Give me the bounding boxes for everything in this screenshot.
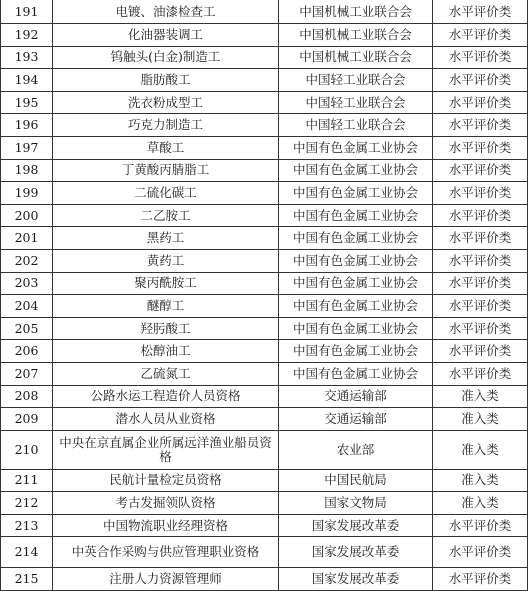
row-number: 202: [1, 249, 53, 272]
table-row: [1, 492, 528, 515]
table-row: [1, 385, 528, 408]
row-number: 208: [1, 385, 53, 408]
implementing-org: 国家文物局: [279, 492, 433, 515]
qualification-type: 水平评价类: [433, 136, 528, 159]
qualification-name: 聚丙酰胺工: [53, 272, 279, 295]
row-number: 194: [1, 69, 53, 92]
implementing-org: 国家发展改革委: [279, 568, 433, 591]
table-row: [1, 24, 528, 47]
table-row: [1, 227, 528, 250]
table-row: [1, 182, 528, 205]
row-number: 191: [1, 0, 53, 24]
row-number: 200: [1, 204, 53, 227]
implementing-org: 中国有色金属工业协会: [279, 340, 433, 363]
row-number: 206: [1, 340, 53, 363]
qualification-name: 脂肪酸工: [53, 69, 279, 92]
qualification-name: 中央在京直属企业所属远洋渔业船员资格: [53, 430, 279, 469]
qualification-name: 松醇油工: [53, 340, 279, 363]
row-number: 197: [1, 136, 53, 159]
table-row: [1, 514, 528, 537]
implementing-org: 中国有色金属工业协会: [279, 227, 433, 250]
implementing-org: 中国机械工业联合会: [279, 24, 433, 47]
implementing-org: 中国机械工业联合会: [279, 0, 433, 24]
table-row: [1, 69, 528, 92]
table-row: [1, 537, 528, 568]
implementing-org: 中国有色金属工业协会: [279, 159, 433, 182]
qualification-type: 水平评价类: [433, 0, 528, 24]
qualification-type: 水平评价类: [433, 295, 528, 318]
table-row: [1, 568, 528, 591]
table-row: [1, 249, 528, 272]
implementing-org: 中国有色金属工业协会: [279, 362, 433, 385]
qualification-type: 水平评价类: [433, 227, 528, 250]
qualification-type: 水平评价类: [433, 568, 528, 591]
implementing-org: 交通运输部: [279, 385, 433, 408]
row-number: 204: [1, 295, 53, 318]
qualification-name: 醚醇工: [53, 295, 279, 318]
implementing-org: 中国轻工业联合会: [279, 69, 433, 92]
qualification-name: 公路水运工程造价人员资格: [53, 385, 279, 408]
table-row: [1, 272, 528, 295]
row-number: 201: [1, 227, 53, 250]
row-number: 209: [1, 408, 53, 431]
row-number: 207: [1, 362, 53, 385]
table-row: [1, 469, 528, 492]
row-number: 213: [1, 514, 53, 537]
table-row: [1, 91, 528, 114]
row-number: 195: [1, 91, 53, 114]
row-number: 205: [1, 317, 53, 340]
qualification-type: 水平评价类: [433, 182, 528, 205]
table-row: [1, 114, 528, 137]
row-number: 214: [1, 537, 53, 568]
qualification-type: 准入类: [433, 385, 528, 408]
qualification-type: 水平评价类: [433, 272, 528, 295]
row-number: 210: [1, 430, 53, 469]
qualification-type: 水平评价类: [433, 24, 528, 47]
qualification-name: 注册人力资源管理师: [53, 568, 279, 591]
qualification-name: 考古发掘领队资格: [53, 492, 279, 515]
implementing-org: 中国有色金属工业协会: [279, 295, 433, 318]
qualification-name: 化油器装调工: [53, 24, 279, 47]
qualification-name: 二乙胺工: [53, 204, 279, 227]
row-number: 192: [1, 24, 53, 47]
implementing-org: 中国有色金属工业协会: [279, 249, 433, 272]
table-row: [1, 408, 528, 431]
qualification-type: 水平评价类: [433, 249, 528, 272]
row-number: 203: [1, 272, 53, 295]
row-number: 215: [1, 568, 53, 591]
qualification-type: 准入类: [433, 408, 528, 431]
implementing-org: 中国轻工业联合会: [279, 91, 433, 114]
table-row: [1, 159, 528, 182]
qualification-name: 草酸工: [53, 136, 279, 159]
row-number: 212: [1, 492, 53, 515]
implementing-org: 国家发展改革委: [279, 537, 433, 568]
qualification-name: 丁黄酸丙腈脂工: [53, 159, 279, 182]
qualification-name: 中国物流职业经理资格: [53, 514, 279, 537]
table-body: [1, 0, 528, 591]
implementing-org: 中国民航局: [279, 469, 433, 492]
qualification-type: 水平评价类: [433, 537, 528, 568]
qualification-type: 水平评价类: [433, 91, 528, 114]
qualification-name: 黄药工: [53, 249, 279, 272]
implementing-org: 中国机械工业联合会: [279, 46, 433, 69]
qualification-type: 水平评价类: [433, 46, 528, 69]
table-row: [1, 46, 528, 69]
qualification-name: 潜水人员从业资格: [53, 408, 279, 431]
qualification-name: 二硫化碳工: [53, 182, 279, 205]
implementing-org: 中国有色金属工业协会: [279, 182, 433, 205]
table-row: [1, 204, 528, 227]
qualification-name: 中英合作采购与供应管理职业资格: [53, 537, 279, 568]
qualification-name: 洗衣粉成型工: [53, 91, 279, 114]
qualification-type: 水平评价类: [433, 69, 528, 92]
qualification-type: 水平评价类: [433, 362, 528, 385]
table-row: [1, 362, 528, 385]
qualification-name: 电镀、油漆检查工: [53, 0, 279, 24]
qualification-type: 水平评价类: [433, 514, 528, 537]
implementing-org: 中国轻工业联合会: [279, 114, 433, 137]
qualification-type: 水平评价类: [433, 317, 528, 340]
table-row: [1, 317, 528, 340]
qualification-name: 巧克力制造工: [53, 114, 279, 137]
table-row: [1, 0, 528, 24]
qualification-type: 水平评价类: [433, 204, 528, 227]
qualification-type: 水平评价类: [433, 114, 528, 137]
row-number: 211: [1, 469, 53, 492]
table-row: [1, 295, 528, 318]
row-number: 199: [1, 182, 53, 205]
implementing-org: 中国有色金属工业协会: [279, 317, 433, 340]
row-number: 193: [1, 46, 53, 69]
implementing-org: 农业部: [279, 430, 433, 469]
qualification-type: 水平评价类: [433, 340, 528, 363]
qualification-type: 水平评价类: [433, 159, 528, 182]
qualification-type: 准入类: [433, 492, 528, 515]
implementing-org: 交通运输部: [279, 408, 433, 431]
implementing-org: 中国有色金属工业协会: [279, 136, 433, 159]
qualification-name: 乙硫氮工: [53, 362, 279, 385]
implementing-org: 中国有色金属工业协会: [279, 204, 433, 227]
qualification-name: 黑药工: [53, 227, 279, 250]
table-row: [1, 136, 528, 159]
implementing-org: 国家发展改革委: [279, 514, 433, 537]
row-number: 198: [1, 159, 53, 182]
qualification-type: 准入类: [433, 430, 528, 469]
table-row: [1, 340, 528, 363]
qualification-name: 民航计量检定员资格: [53, 469, 279, 492]
row-number: 196: [1, 114, 53, 137]
qualification-name: 羟肟酸工: [53, 317, 279, 340]
qualification-name: 钨触头(白金)制造工: [53, 46, 279, 69]
implementing-org: 中国有色金属工业协会: [279, 272, 433, 295]
qualification-type: 准入类: [433, 469, 528, 492]
table-row: [1, 430, 528, 469]
